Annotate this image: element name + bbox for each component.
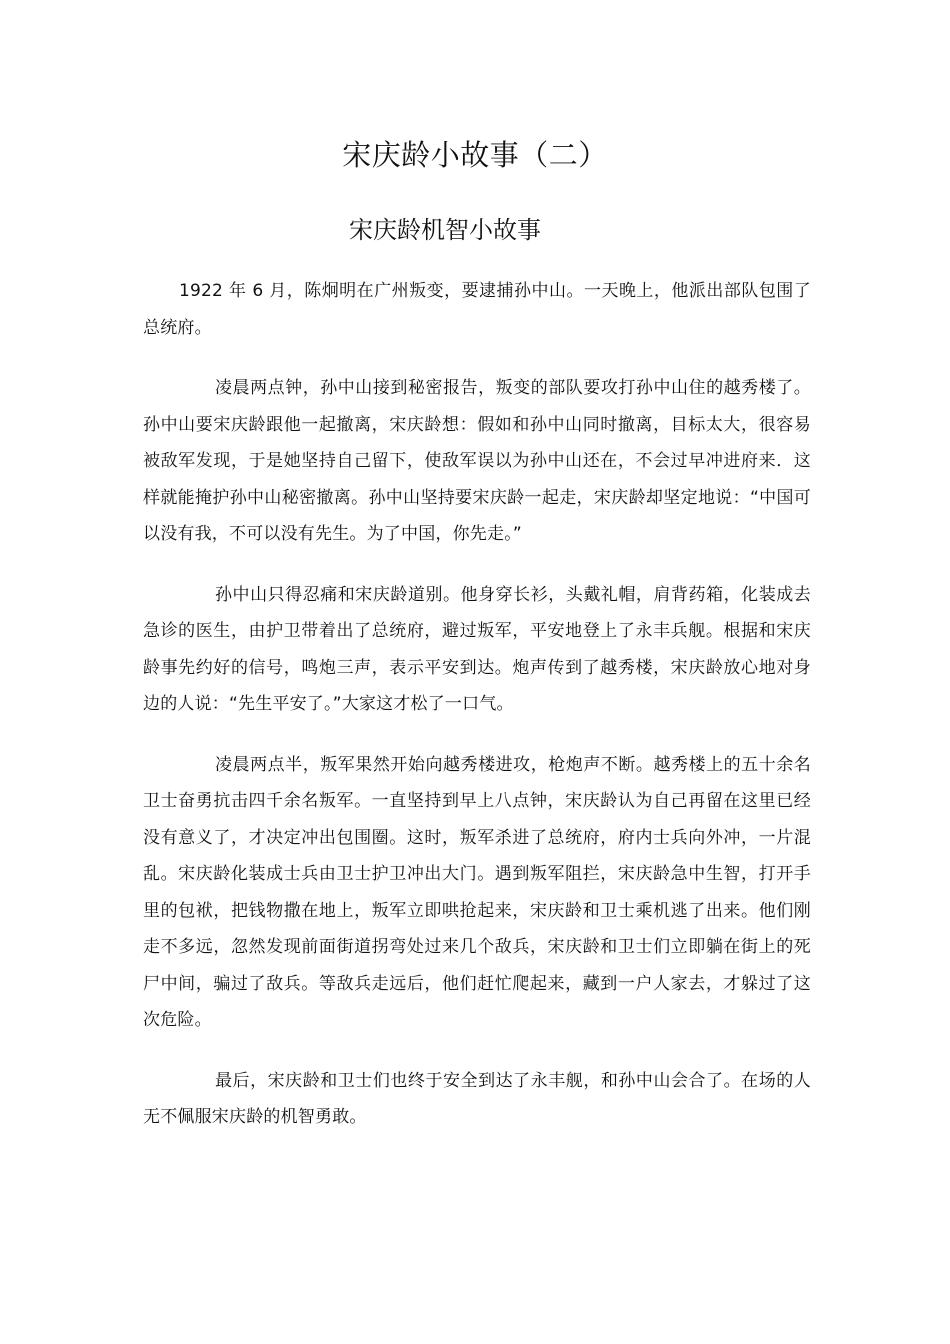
paragraph-1: 1922 年 6 月，陈炯明在广州叛变，要逮捕孙中山。一天晚上，他派出部队包围了总统府。 [143, 281, 811, 338]
document-title: 宋庆龄小故事（二） [342, 138, 608, 172]
paragraph-5: 最后，宋庆龄和卫士们也终于安全到达了永丰舰，和孙中山会合了。在场的人无不佩服宋庆龄的机智勇敢。 [143, 1070, 811, 1127]
paragraph-2: 凌晨两点钟，孙中山接到秘密报告，叛变的部队要攻打孙中山住的越秀楼了。孙中山要宋庆龄跟他一起撤离，宋庆龄想：假如和孙中山同时撤离，目标太大，很容易被敌军发现，于是她坚持自己留下，使敌军误以为孙中山还在，不会过早冲进府来．这样就能掩护孙中山秘密撤离。孙中山坚持要宋庆龄一起走，宋庆龄却坚定地说：“中国可以没有我，不可以没有先生。为了中国，你先走。” [143, 378, 811, 544]
document-subtitle: 宋庆龄机智小故事 [349, 216, 541, 244]
document-body [143, 273, 811, 1160]
paragraph-4: 凌晨两点半，叛军果然开始向越秀楼进攻，枪炮声不断。越秀楼上的五十余名卫士奋勇抗击四千余名叛军。一直坚持到早上八点钟，宋庆龄认为自己再留在这里已经没有意义了，才决定冲出包围圈。这时，叛军杀进了总统府，府内士兵向外冲，一片混乱。宋庆龄化装成士兵由卫士护卫冲出大门。遇到叛军阻拦，宋庆龄急中生智，打开手里的包袱，把钱物撒在地上，叛军立即哄抢起来，宋庆龄和卫士乘机逃了出来。他们刚走不多远，忽然发现前面街道拐弯处过来几个敌兵，宋庆龄和卫士们立即躺在街上的死尸中间，骗过了敌兵。等敌兵走远后，他们赶忙爬起来，藏到一户人家去，才躲过了这次危险。 [143, 754, 811, 1030]
paragraph-3: 孙中山只得忍痛和宋庆龄道别。他身穿长衫，头戴礼帽，肩背药箱，化装成去急诊的医生，由护卫带着出了总统府，避过叛军，平安地登上了永丰兵舰。根据和宋庆龄事先约好的信号，鸣炮三声，表示平安到达。炮声传到了越秀楼，宋庆龄放心地对身边的人说：“先生平安了。”大家这才松了一口气。 [143, 584, 811, 714]
